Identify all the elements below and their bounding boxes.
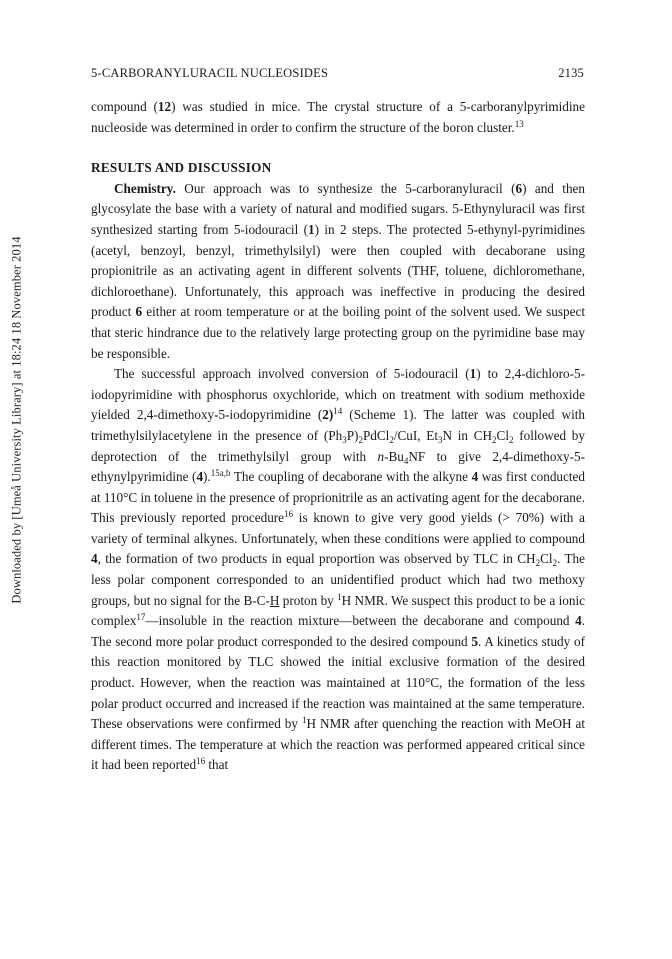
ref-17: 17: [136, 612, 146, 623]
ref-16: 16: [284, 509, 294, 520]
paragraph-continued: compound (12) was studied in mice. The crystal structure of a 5-carboranylpyrimidine nucleoside was determined in order to confirm the structure of the boron cluster.$^{13}$: [91, 99, 585, 135]
ref-16b: 16: [196, 756, 206, 767]
ref-15: 15a,b: [210, 468, 231, 479]
download-notice: Downloaded by [Umeå University Library] at 18:24 18 November 2014: [9, 236, 24, 604]
download-sidebar: [3, 170, 31, 670]
paragraph-chemistry: Chemistry. Our approach was to synthesize the 5-carboranyluracil (6) and then glycosylate the base with a variety of natural and modified sugars. 5-Ethynyluracil was first synthesized starting from 5-iodouracil (1) in 2 steps. The protected 5-ethynyl-pyrimidines (acetyl, benzoyl, benzyl, trimethylsilyl) were then coupled with decaborane using propionitrile as an activating agent in different solvents (THF, toluene, dichloromethane, dichloroethane). Unfortunately, this approach was ineffective in producing the desired product 6 either at room temperature or at the boiling point of the solvent used. We suspect that steric hindrance due to the relatively large protecting group on the pyrimidine base may be responsible.: [91, 180, 585, 361]
running-title: 5-CARBORANYLURACIL NUCLEOSIDES: [91, 66, 329, 80]
page-number: 2135: [558, 66, 584, 80]
ref-13: 13: [514, 118, 524, 129]
paragraph-successful-approach: The successful approach involved conversion of 5-iodouracil (1) to 2,4-dichloro-5-iodopyrimidine with phosphorus oxychloride, which on treatment with sodium methoxide yielded 2,4-dimethoxy-5-iodopyrimidine $(2)^{14}$ (Scheme 1). The latter was coupled with trimethylsilylacetylene in the presence of $(Ph_3P)_2PdCl_2$/CuI, $Et_3N$ in $CH_2Cl_2$ followed by deprotection of the trimethylsilyl group with $n-Bu_4NF$ to give 2,4-dimethoxy-5-ethynylpyrimidine (4).$^{15a,b}$ The coupling of decaborane with the alkyne 4 was first conducted at 110°C in toluene in the presence of proprionitrile as an activating agent for the decaborane. This previously reported procedure$^{16}$ is known to give very good yields (> 70%) with a variety of terminal alkynes. Unfortunately, when these conditions were applied to compound 4, the formation of two products in equal proportion was observed by TLC in $CH_2Cl_2$. The less polar component corresponded to an unidentified product which had two methoxy groups, but no signal for the B-C-H proton by $^1$H NMR. We suspect this product to be a ionic complex$^{17}$—insoluble in the reaction mixture—between the decaborane and compound 4. The second more polar product corresponded to the desired compound 5. A kinetics study of this reaction monitored by TLC showed the initial exclusive formation of the desired product. However, when the reaction was maintained at 110°C, the formation of the less polar product occurred and increased if the reaction was maintained at the same temperature. These observations were confirmed by $^1$H NMR after quenching the reaction with MeOH at different times. The temperature at which the reaction was performed appeared critical since it had been reported$^{16}$ that: [91, 366, 586, 773]
section-heading: RESULTS AND DISCUSSION: [91, 160, 272, 176]
article-body: [91, 97, 585, 776]
ref-14: 14: [333, 406, 343, 417]
